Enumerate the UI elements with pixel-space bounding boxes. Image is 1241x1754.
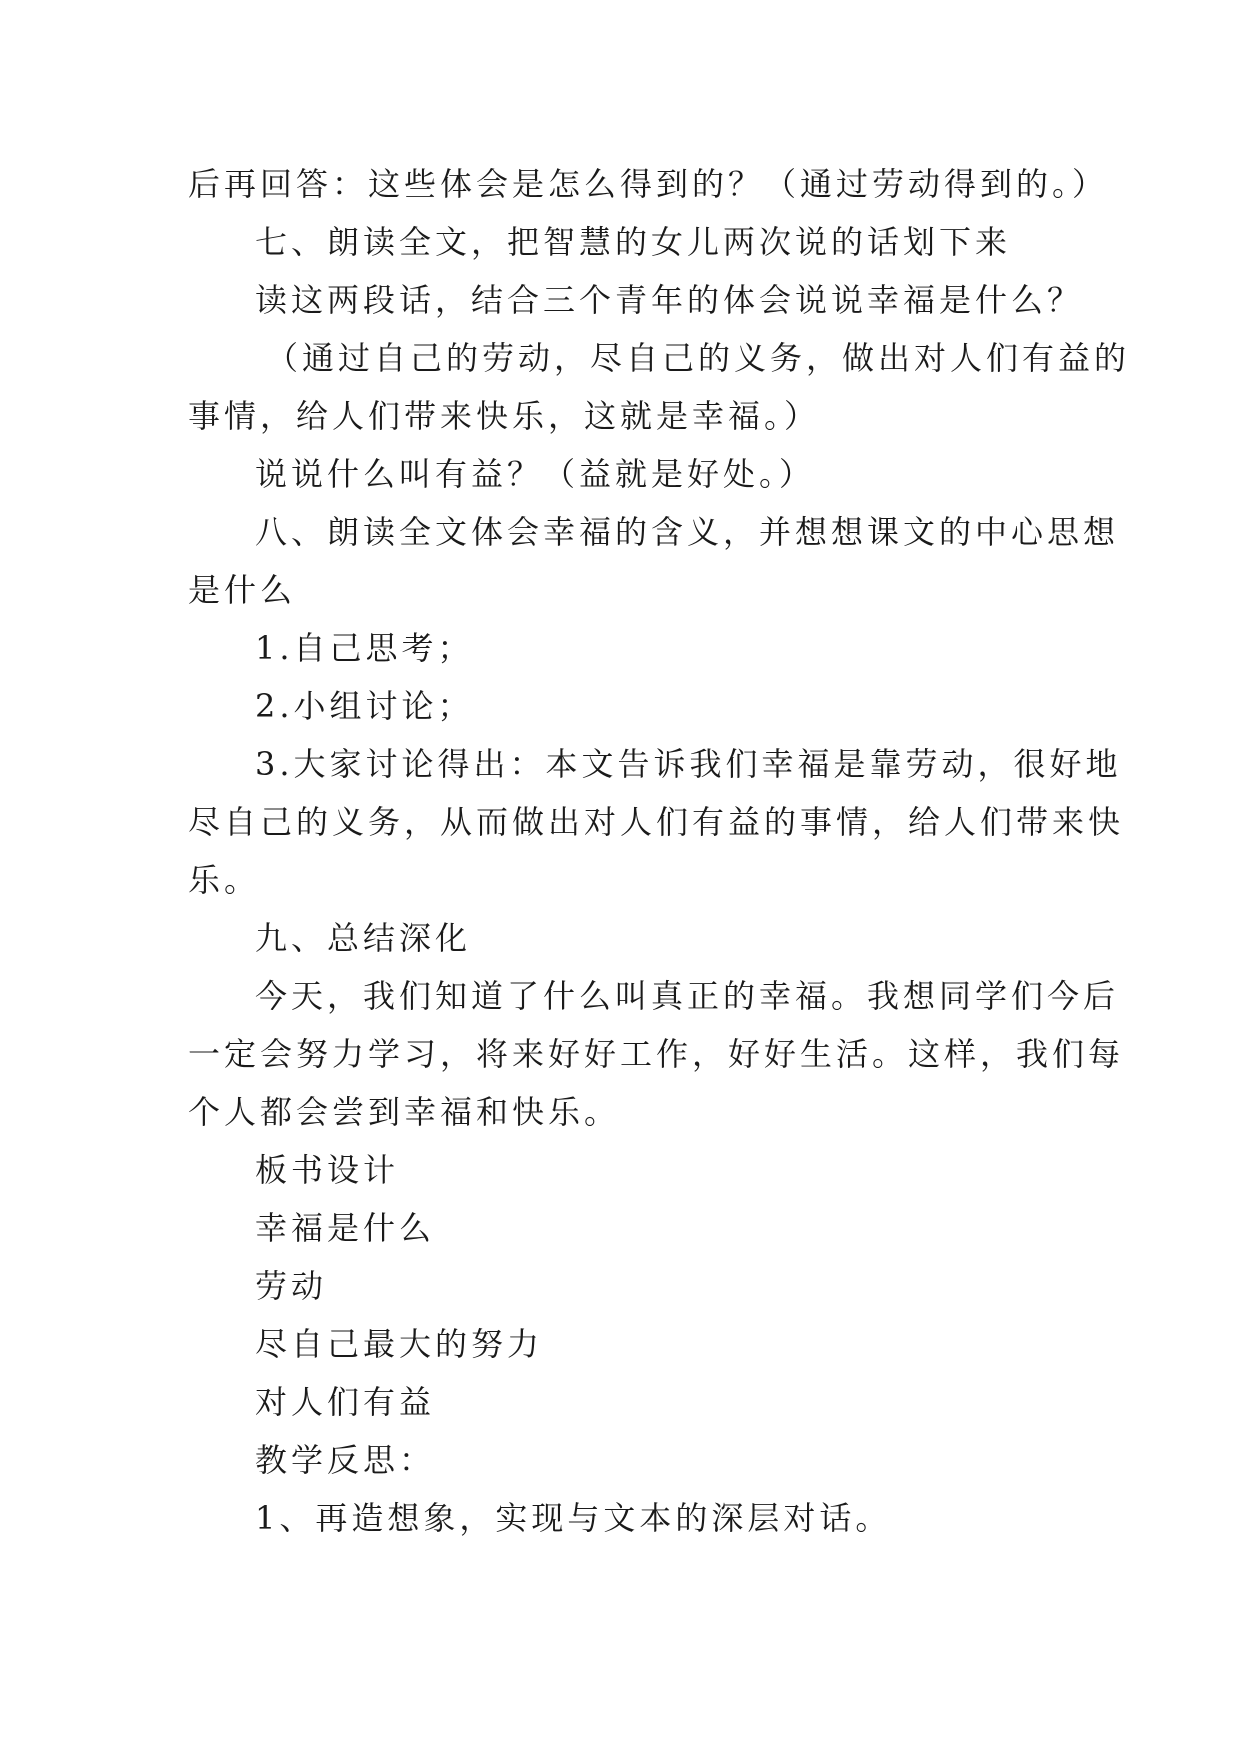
list-item: 1、再造想象，实现与文本的深层对话。 (255, 1499, 892, 1537)
board-item: 尽自己最大的努力 (255, 1325, 544, 1363)
list-item: 2.小组讨论； (255, 687, 474, 725)
text-line: 个人都会尝到幸福和快乐。 (188, 1093, 621, 1131)
board-item: 幸福是什么 (255, 1209, 436, 1247)
reflection-heading: 教学反思： (255, 1441, 436, 1479)
text-line: 一定会努力学习，将来好好工作，好好生活。这样，我们每 (188, 1035, 1125, 1073)
board-item: 对人们有益 (255, 1383, 436, 1421)
board-item: 劳动 (255, 1267, 328, 1305)
board-design-heading: 板书设计 (255, 1151, 400, 1189)
text-line: 乐。 (188, 861, 261, 899)
section-heading: 九、总结深化 (255, 919, 472, 957)
list-item: 1.自己思考； (255, 629, 474, 667)
text-line: 今天，我们知道了什么叫真正的幸福。我想同学们今后 (255, 977, 1120, 1015)
section-heading: 七、朗读全文，把智慧的女儿两次说的话划下来 (255, 223, 1012, 261)
text-line: 是什么 (188, 571, 297, 609)
list-item: 3.大家讨论得出：本文告诉我们幸福是靠劳动，很好地 (255, 745, 1122, 783)
text-line: 说说什么叫有益？（益就是好处。） (255, 455, 816, 493)
text-line: 尽自己的义务，从而做出对人们有益的事情，给人们带来快 (188, 803, 1125, 841)
text-line: 后再回答：这些体会是怎么得到的？（通过劳动得到的。） (188, 165, 1109, 203)
section-heading: 八、朗读全文体会幸福的含义，并想想课文的中心思想 (255, 513, 1120, 551)
text-line: 读这两段话，结合三个青年的体会说说幸福是什么？ (255, 281, 1084, 319)
text-line: （通过自己的劳动，尽自己的义务，做出对人们有益的 (266, 339, 1131, 377)
text-line: 事情，给人们带来快乐，这就是幸福。） (188, 397, 821, 435)
